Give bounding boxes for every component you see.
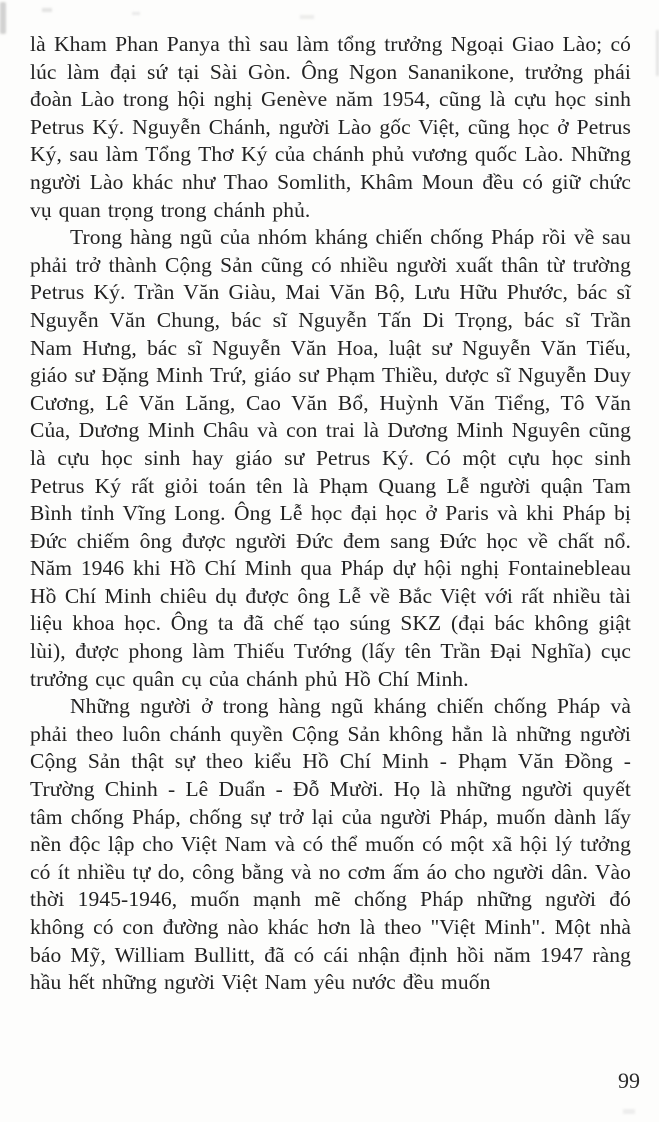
page-text-block xyxy=(30,31,631,997)
scan-artifact-speck xyxy=(132,12,140,15)
body-paragraph: là Kham Phan Panya thì sau làm tổng trưởng Ngoại Giao Lào; có lúc làm đại sứ tại Sài Gòn. Ông Ngon Sananikone, trưởng phái đoàn Lào trong hội nghị Genève năm 1954, cũng là cựu học sinh Petrus Ký. Nguyễn Chánh, người Lào gốc Việt, cũng học ở Petrus Ký, sau làm Tổng Thơ Ký của chánh phủ vương quốc Lào. Những người Lào khác như Thao Somlith, Khâm Moun đều có giữ chức vụ quan trọng trong chánh phủ. xyxy=(30,32,631,222)
scan-artifact-top-left-streak xyxy=(0,2,6,34)
scan-artifact-speck xyxy=(300,15,314,19)
body-paragraph: Những người ở trong hàng ngũ kháng chiến chống Pháp và phải theo luôn chánh quyền Cộng Sản không hẳn là những người Cộng Sản thật sự theo kiểu Hồ Chí Minh - Phạm Văn Đồng - Trường Chinh - Lê Duẩn - Đỗ Mười. Họ là những người quyết tâm chống Pháp, chống sự trở lại của người Pháp, muốn dành lấy nền độc lập cho Việt Nam và có thể muốn có một xã hội lý tưởng có ít nhiều tự do, công bằng và no cơm ấm áo cho người dân. Vào thời 1945-1946, muốn mạnh mẽ chống Pháp những người đó không có con đường nào khác hơn là theo "Việt Minh". Một nhà báo Mỹ, William Bullitt, đã có cái nhận định hồi năm 1947 ràng hầu hết những người Việt Nam yêu nước đều muốn xyxy=(30,694,631,995)
body-paragraph: Trong hàng ngũ của nhóm kháng chiến chống Pháp rồi về sau phải trở thành Cộng Sản cũng có nhiều người xuất thân từ trường Petrus Ký. Trần Văn Giàu, Mai Văn Bộ, Lưu Hữu Phước, bác sĩ Nguyễn Văn Chung, bác sĩ Nguyễn Tấn Di Trọng, bác sĩ Trần Nam Hưng, bác sĩ Nguyễn Văn Hoa, luật sư Nguyễn Văn Tiếu, giáo sư Đặng Minh Trứ, giáo sư Phạm Thiều, dược sĩ Nguyễn Duy Cương, Lê Văn Lăng, Cao Văn Bổ, Huỳnh Văn Tiểng, Tô Văn Của, Dương Minh Châu và con trai là Dương Minh Nguyên cũng là cựu học sinh hay giáo sư Petrus Ký. Có một cựu học sinh Petrus Ký rất giỏi toán tên là Phạm Quang Lễ người quận Tam Bình tỉnh Vĩng Long. Ông Lễ học đại học ở Paris và khi Pháp bị Đức chiếm ông được người Đức đem sang Đức học về chất nổ. Năm 1946 khi Hồ Chí Minh qua Pháp dự hội nghị Fontainebleau Hồ Chí Minh chiêu dụ được ông Lễ về Bắc Việt với rất nhiều tài liệu khoa học. Ông ta đã chế tạo súng SKZ (đại bác không giật lùi), được phong làm Thiếu Tướng (lấy tên Trần Đại Nghĩa) cục trưởng cục quân cụ của chánh phủ Hồ Chí Minh. xyxy=(30,225,631,691)
scan-artifact-speck xyxy=(42,8,52,12)
scan-artifact-speck xyxy=(623,1109,635,1114)
page-number: 99 xyxy=(618,1068,640,1093)
